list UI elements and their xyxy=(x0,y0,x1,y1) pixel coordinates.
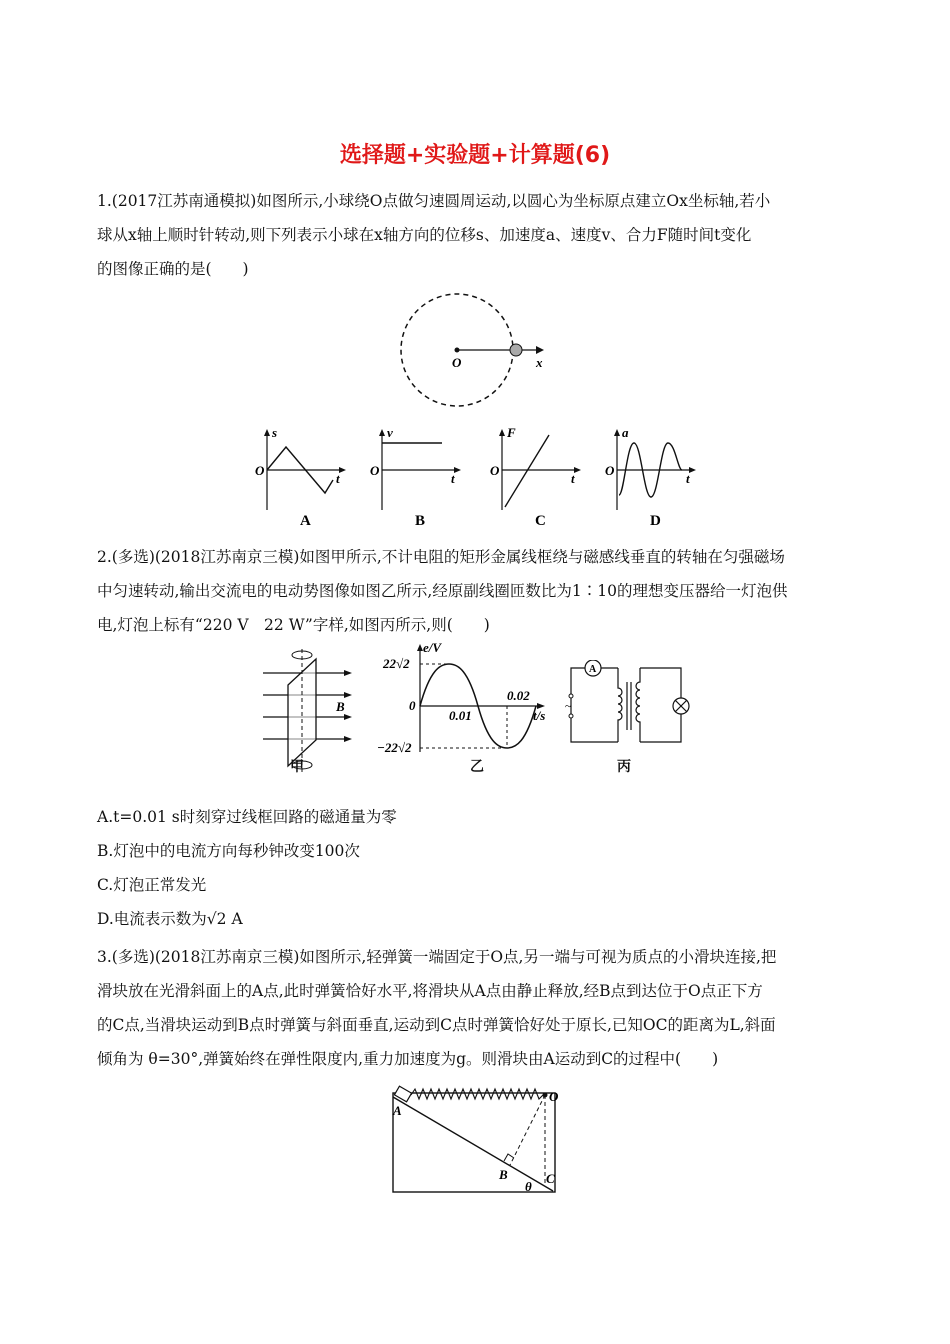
origin-label: 0 xyxy=(409,698,416,713)
graph-c xyxy=(485,425,590,530)
graph-curve xyxy=(505,435,549,507)
question-2-line: 电,灯泡上标有“220 V 22 W”字样,如图丙所示,则( ) xyxy=(97,616,490,634)
x-axis-label: t xyxy=(571,471,575,486)
circular-motion-figure xyxy=(395,290,565,415)
field-label: B xyxy=(336,699,345,714)
y-axis-label: F xyxy=(507,425,516,440)
origin-label: O xyxy=(452,355,462,370)
figure-yi-caption: 乙 xyxy=(470,759,484,775)
question-1-line: 1.(2017江苏南通模拟)如图所示,小球绕O点做匀速圆周运动,以圆心为坐标原点建立Ox坐标轴,若小 xyxy=(97,192,771,210)
incline-surface xyxy=(393,1097,553,1191)
question-1-text xyxy=(97,184,857,286)
x-axis-label: x xyxy=(536,355,543,370)
origin-label: O xyxy=(490,463,500,478)
origin-label: O xyxy=(255,463,265,478)
figure-bing xyxy=(563,660,713,750)
tick-label: 0.01 xyxy=(449,708,472,723)
ob-line xyxy=(510,1095,545,1165)
figure-jia-caption: 甲 xyxy=(290,759,304,775)
question-2-text xyxy=(97,540,857,642)
y-axis-arrow-icon xyxy=(379,429,385,436)
spring xyxy=(411,1089,543,1099)
question-2-line: 2.(多选)(2018江苏南京三模)如图甲所示,不计电阻的矩形金属线框绕与磁感线垂直的转轴在匀强磁场 xyxy=(97,548,785,566)
question-3-line: 3.(多选)(2018江苏南京三模)如图所示,轻弹簧一端固定于O点,另一端与可视为质点的小滑块连接,把 xyxy=(97,948,777,966)
question-3-line: 倾角为 θ=30°,弹簧始终在弹性限度内,重力加速度为g。则滑块由A运动到C的过程中( ) xyxy=(97,1050,719,1068)
graph-b xyxy=(365,425,470,530)
option-c[interactable]: C.灯泡正常发光 xyxy=(97,876,207,894)
question-3-line: 滑块放在光滑斜面上的A点,此时弹簧恰好水平,将滑块从A点由静止释放,经B点到达位于O点正下方 xyxy=(97,982,763,1000)
graph-d xyxy=(600,425,705,530)
secondary-coil xyxy=(636,668,640,742)
figure-yi xyxy=(375,640,555,760)
incline-figure xyxy=(385,1085,570,1200)
y-axis-label: v xyxy=(387,425,393,440)
origin-label: O xyxy=(370,463,380,478)
label-theta: θ xyxy=(525,1179,532,1194)
center-point xyxy=(455,348,460,353)
trough-label: −22√2 xyxy=(377,740,412,755)
figure-bing-caption: 丙 xyxy=(617,759,631,775)
page-title: 选择题+实验题+计算题(6) xyxy=(339,143,611,168)
question-3-line: 的C点,当滑块运动到B点时弹簧与斜面垂直,运动到C点时弹簧恰好处于原长,已知OC的距离为L,斜面 xyxy=(97,1016,776,1034)
x-axis-label: t xyxy=(686,471,690,486)
ammeter-label: A xyxy=(589,664,597,675)
option-b[interactable]: B.灯泡中的电流方向每秒钟改变100次 xyxy=(97,842,360,860)
y-axis-label: e/V xyxy=(423,640,442,655)
label-a: A xyxy=(393,1103,402,1118)
graph-caption: D xyxy=(650,513,661,529)
x-axis-arrow-icon xyxy=(339,467,346,473)
figure-jia xyxy=(258,645,358,780)
question-3-text xyxy=(97,940,857,1076)
question-1-line: 球从x轴上顺时针转动,则下列表示小球在x轴方向的位移s、加速度a、速度v、合力F随时间t变化 xyxy=(97,226,752,244)
x-axis-arrow-icon xyxy=(536,346,544,354)
y-axis-arrow-icon xyxy=(264,429,270,436)
x-axis-label: t xyxy=(336,471,340,486)
y-axis-arrow-icon xyxy=(499,429,505,436)
tick-label: 0.02 xyxy=(507,688,530,703)
option-d[interactable]: D.电流表示数为√2 A xyxy=(97,910,243,928)
y-axis-label: a xyxy=(622,425,629,440)
graph-a xyxy=(250,425,355,530)
peak-label: 22√2 xyxy=(383,656,410,671)
y-axis-label: s xyxy=(272,425,278,440)
primary-coil xyxy=(618,668,622,742)
question-2-line: 中匀速转动,输出交流电的电动势图像如图乙所示,经原副线圈匝数比为1∶10的理想变压器给一灯泡供 xyxy=(97,582,788,600)
y-axis-arrow-icon xyxy=(614,429,620,436)
ball xyxy=(510,344,522,356)
option-a[interactable]: A.t=0.01 s时刻穿过线框回路的磁通量为零 xyxy=(97,808,397,826)
label-c: C xyxy=(546,1171,555,1186)
x-axis-arrow-icon xyxy=(574,467,581,473)
ac-source-label: ~ xyxy=(565,699,572,713)
x-axis-label: t/s xyxy=(533,708,546,723)
x-axis-label: t xyxy=(451,471,455,486)
label-o: O xyxy=(549,1089,559,1104)
field-arrows-icon xyxy=(344,670,352,742)
x-axis-arrow-icon xyxy=(689,467,696,473)
graph-caption: B xyxy=(415,513,426,529)
x-axis-arrow-icon xyxy=(454,467,461,473)
graph-caption: C xyxy=(535,513,546,529)
question-1-line: 的图像正确的是( ) xyxy=(97,260,249,278)
graph-caption: A xyxy=(300,513,311,529)
origin-label: O xyxy=(605,463,615,478)
label-b: B xyxy=(499,1167,508,1182)
